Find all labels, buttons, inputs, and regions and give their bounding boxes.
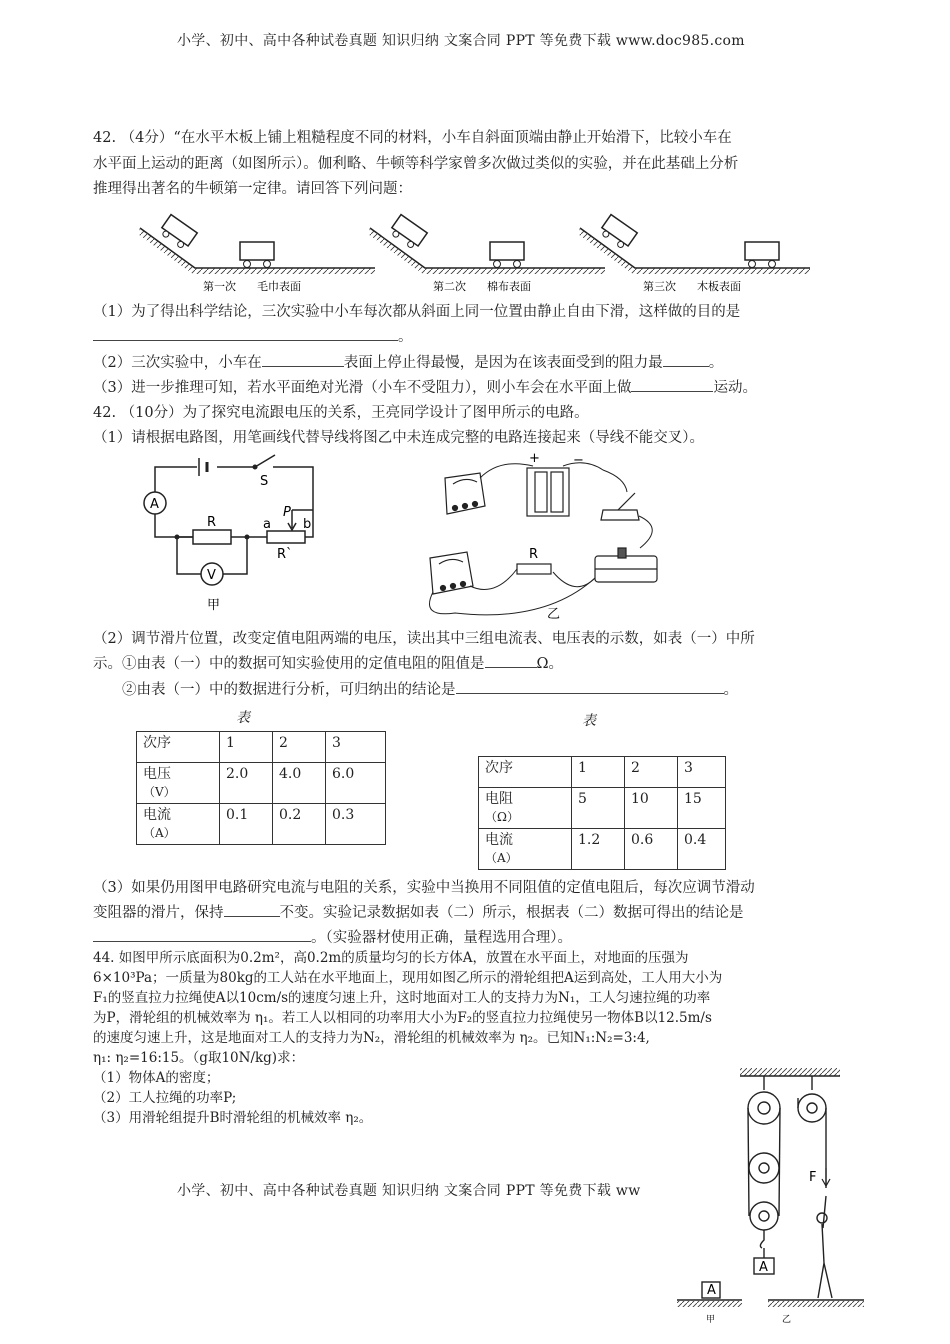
block-a-ground-label: A: [707, 1283, 716, 1298]
q44-q3: （3）用滑轮组提升B时滑轮组的机械效率 η₂。: [93, 1110, 373, 1126]
table-row: 次序 1 2 3: [479, 757, 726, 788]
real-resistor-label: R: [529, 547, 539, 562]
battery-minus: −: [573, 453, 584, 468]
q44-line1: 44. 如图甲所示底面积为0.2m²，高0.2m的质量均匀的长方体A，放置在水平面上，对地面的压强为: [93, 950, 689, 966]
q42a-line1: 42. （4分）“在水平木板上铺上粗糙程度不同的材料，小车自斜面顶端由静止开始滑下，比较小车在: [93, 130, 732, 146]
q42b-sub2-line2: 示。①由表（一）中的数据可知实验使用的定值电阻的阻值是 Ω。: [93, 652, 563, 676]
answer-blank[interactable]: [93, 325, 398, 341]
q44-q1: （1）物体A的密度；: [93, 1070, 220, 1086]
cart-1-flat: [240, 242, 274, 268]
q44-line2: 6×10³Pa；一质量为80kg的工人站在水平地面上，现用如图乙所示的滑轮组把A运到高处，工人用大小为: [93, 970, 723, 986]
ammeter-label: A: [150, 497, 159, 512]
fig3-trial: 第三次: [643, 280, 676, 293]
incline-figure-1: [138, 215, 375, 293]
fig1-surface: 毛巾表面: [257, 280, 301, 293]
table-row: 电流 （A） 1.2 0.6 0.4: [479, 829, 726, 870]
answer-blank[interactable]: [485, 652, 537, 668]
q42b-sub2-line1: （2）调节滑片位置，改变定值电阻两端的电压，读出其中三组电流表、电压表的示数，如表（一）中所: [93, 631, 755, 647]
q42b-sub3-line2: 变阻器的滑片，保持 不变。实验记录数据如表（二）所示，根据表（二）数据可得出的结论是: [93, 901, 744, 925]
answer-blank[interactable]: [224, 901, 280, 917]
answer-blank[interactable]: [93, 926, 311, 942]
fig1-trial: 第一次: [203, 280, 236, 293]
incline-figure-2: [368, 215, 605, 293]
answer-blank[interactable]: [262, 351, 344, 367]
table2: [478, 756, 726, 870]
fig-jia-label: 甲: [207, 598, 221, 613]
fig1-label: 甲: [706, 1315, 716, 1325]
q42a-sub1-answer: 。: [93, 325, 413, 349]
switch-label: S: [260, 474, 269, 489]
table1: [136, 731, 386, 845]
table2-caption: 表: [582, 713, 596, 729]
fig2-label: 乙: [782, 1315, 792, 1325]
q42b-sub2-line3: ②由表（一）中的数据进行分析，可归纳出的结论是 。: [122, 678, 738, 702]
q44-q2: （2）工人拉绳的功率P;: [93, 1090, 237, 1106]
table-row: 电流 （A） 0.1 0.2 0.3: [137, 804, 386, 845]
resistor-label: R: [207, 515, 217, 530]
battery-plus: +: [529, 451, 540, 466]
q42a-sub3: （3）进一步推理可知，若水平面绝对光滑（小车不受阻力），则小车会在水平面上做 运动。: [93, 376, 757, 400]
q42a-line2: 水平面上运动的距离（如图所示）。伽利略、牛顿等科学家曾多次做过类似的实验，并在此基础上分析: [93, 156, 739, 172]
force-label: F: [809, 1170, 817, 1185]
voltmeter-label: V: [207, 568, 216, 583]
fig-yi-label: 乙: [547, 607, 561, 622]
table-row: 次序 1 2 3: [137, 732, 386, 763]
q44-line4: 为P，滑轮组的机械效率为 η₁。若工人以相同的功率用大小为F₂的竖直拉力拉绳使另一物体B以12.5m/s: [93, 1010, 712, 1026]
incline-figure-3: [578, 215, 810, 293]
q42b-line1: 42. （10分）为了探究电流跟电压的关系，王亮同学设计了图甲所示的电路。: [93, 405, 589, 421]
fig2-surface: 棉布表面: [487, 280, 531, 293]
q44-line3: F₁的竖直拉力拉绳使A以10cm/s的速度匀速上升，这时地面对工人的支持力为N₁，工人匀速拉绳的功率: [93, 990, 711, 1006]
answer-blank[interactable]: [456, 678, 724, 694]
block-a-hanging-label: A: [759, 1260, 768, 1275]
q42b-sub3-line1: （3）如果仍用图甲电路研究电流与电阻的关系，实验中当换用不同阻值的定值电阻后，每次应调节滑动: [93, 880, 755, 896]
page-header: 小学、初中、高中各种试卷真题 知识归纳 文案合同 PPT 等免费下载 www.doc985.com: [177, 33, 745, 49]
answer-blank[interactable]: [663, 351, 709, 367]
q42a-sub2: （2）三次实验中，小车在 表面上停止得最慢，是因为在该表面受到的阻力最 。: [93, 351, 723, 375]
q44-line6: η₁: η₂=16:15。（g取10N/kg)求：: [93, 1050, 305, 1066]
incline-figures: [135, 198, 815, 296]
pulley-figure: [672, 1068, 872, 1340]
circuit-diagram: [135, 452, 335, 617]
q42a-line3: 推理得出著名的牛顿第一定律。请回答下列问题：: [93, 181, 412, 197]
fig3-surface: 木板表面: [697, 280, 741, 293]
q42b-sub1: （1）请根据电路图，用笔画线代替导线将图乙中未连成完整的电路连接起来（导线不能交叉）。: [93, 430, 704, 446]
cart-3-flat: [745, 242, 779, 268]
answer-blank[interactable]: [631, 376, 713, 392]
q42a-sub1: （1）为了得出科学结论，三次实验中小车每次都从斜面上同一位置由静止自由下滑，这样做的目的是: [93, 304, 741, 320]
page-footer: 小学、初中、高中各种试卷真题 知识归纳 文案合同 PPT 等免费下载 ww: [177, 1183, 641, 1199]
table1-caption: 表: [236, 710, 250, 726]
end-b-label: b: [303, 517, 312, 532]
rheostat-label: R`: [277, 547, 293, 562]
fig2-trial: 第二次: [433, 280, 466, 293]
real-circuit-figure: [425, 448, 675, 623]
q44-line5: 的速度匀速上升，这是地面对工人的支持力为N₂，滑轮组的机械效率为 η₂。已知N₁:N₂=3:4,: [93, 1030, 650, 1046]
slider-label: P: [283, 505, 291, 520]
table-row: 电阻 （Ω） 5 10 15: [479, 788, 726, 829]
end-a-label: a: [263, 517, 271, 532]
table-row: 电压 （V） 2.0 4.0 6.0: [137, 763, 386, 804]
cart-2-flat: [490, 242, 524, 268]
q42b-sub3-line3: 。（实验器材使用正确，量程选用合理）。: [93, 926, 572, 950]
